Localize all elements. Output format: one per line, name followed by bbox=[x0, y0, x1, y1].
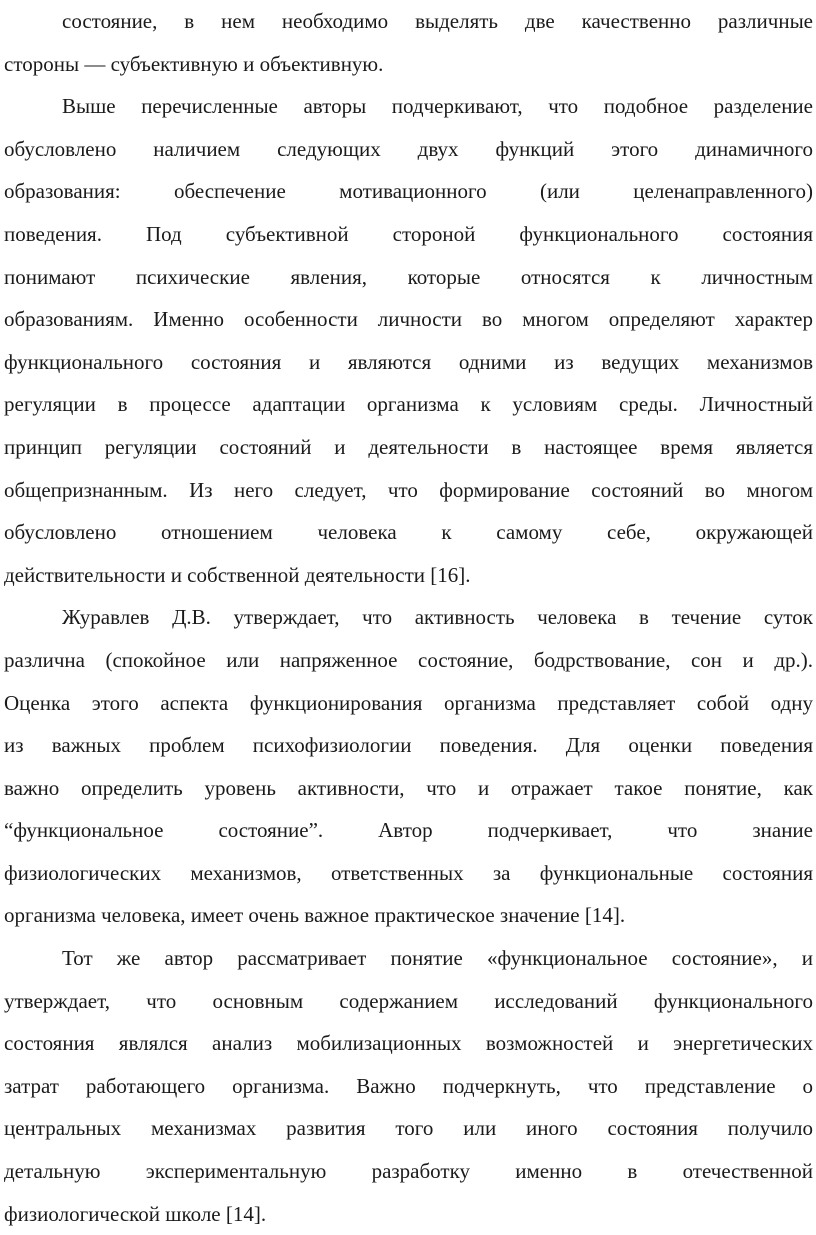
text-line: Тот же автор рассматривает понятие «функциональное состояние», и bbox=[62, 946, 813, 971]
text-line: стороны — субъективную и объективную. bbox=[4, 51, 384, 76]
text-line: физиологической школе [14]. bbox=[4, 1201, 267, 1226]
text-line: функционального состояния и являются одними из ведущих механизмов bbox=[4, 349, 813, 374]
text-line: важно определить уровень активности, что и отражает такое понятие, как bbox=[4, 775, 813, 800]
text-line: обусловлено наличием следующих двух функций этого динамичного bbox=[4, 136, 813, 161]
text-line: понимают психические явления, которые относятся к личностным bbox=[4, 264, 813, 289]
text-line: образования: обеспечение мотивационного (или целенаправленного) bbox=[4, 179, 813, 204]
text-line: поведения. Под субъективной стороной функционального состояния bbox=[4, 221, 813, 246]
text-line: различна (спокойное или напряженное состояние, бодрствование, сон и др.). bbox=[4, 647, 813, 672]
text-line: Оценка этого аспекта функционирования организма представляет собой одну bbox=[4, 690, 813, 715]
text-line: принцип регуляции состояний и деятельности в настоящее время является bbox=[4, 434, 813, 459]
text-line: из важных проблем психофизиологии поведения. Для оценки поведения bbox=[4, 733, 813, 758]
text-line: Выше перечисленные авторы подчеркивают, что подобное разделение bbox=[62, 94, 813, 119]
document-body bbox=[4, 0, 813, 1235]
text-line: утверждает, что основным содержанием исследований функционального bbox=[4, 988, 813, 1013]
text-line: центральных механизмах развития того или иного состояния получило bbox=[4, 1116, 813, 1141]
text-line: образованиям. Именно особенности личности во многом определяют характер bbox=[4, 307, 813, 332]
text-line: затрат работающего организма. Важно подчеркнуть, что представление о bbox=[4, 1073, 813, 1098]
text-line: действительности и собственной деятельности [16]. bbox=[4, 562, 471, 587]
text-line: обусловлено отношением человека к самому себе, окружающей bbox=[4, 520, 813, 545]
text-line: физиологических механизмов, ответственных за функциональные состояния bbox=[4, 860, 813, 885]
text-line: детальную экспериментальную разработку именно в отечественной bbox=[4, 1159, 813, 1184]
text-line: состояние, в нем необходимо выделять две качественно различные bbox=[62, 9, 813, 33]
text-line: Журавлев Д.В. утверждает, что активность человека в течение суток bbox=[62, 605, 813, 630]
text-line: организма человека, имеет очень важное практическое значение [14]. bbox=[4, 903, 626, 928]
text-line: общепризнанным. Из него следует, что формирование состояний во многом bbox=[4, 477, 813, 502]
text-line: регуляции в процессе адаптации организма к условиям среды. Личностный bbox=[4, 392, 813, 417]
text-line: “функциональное состояние”. Автор подчеркивает, что знание bbox=[4, 818, 813, 843]
text-line: состояния являлся анализ мобилизационных возможностей и энергетических bbox=[4, 1031, 813, 1056]
